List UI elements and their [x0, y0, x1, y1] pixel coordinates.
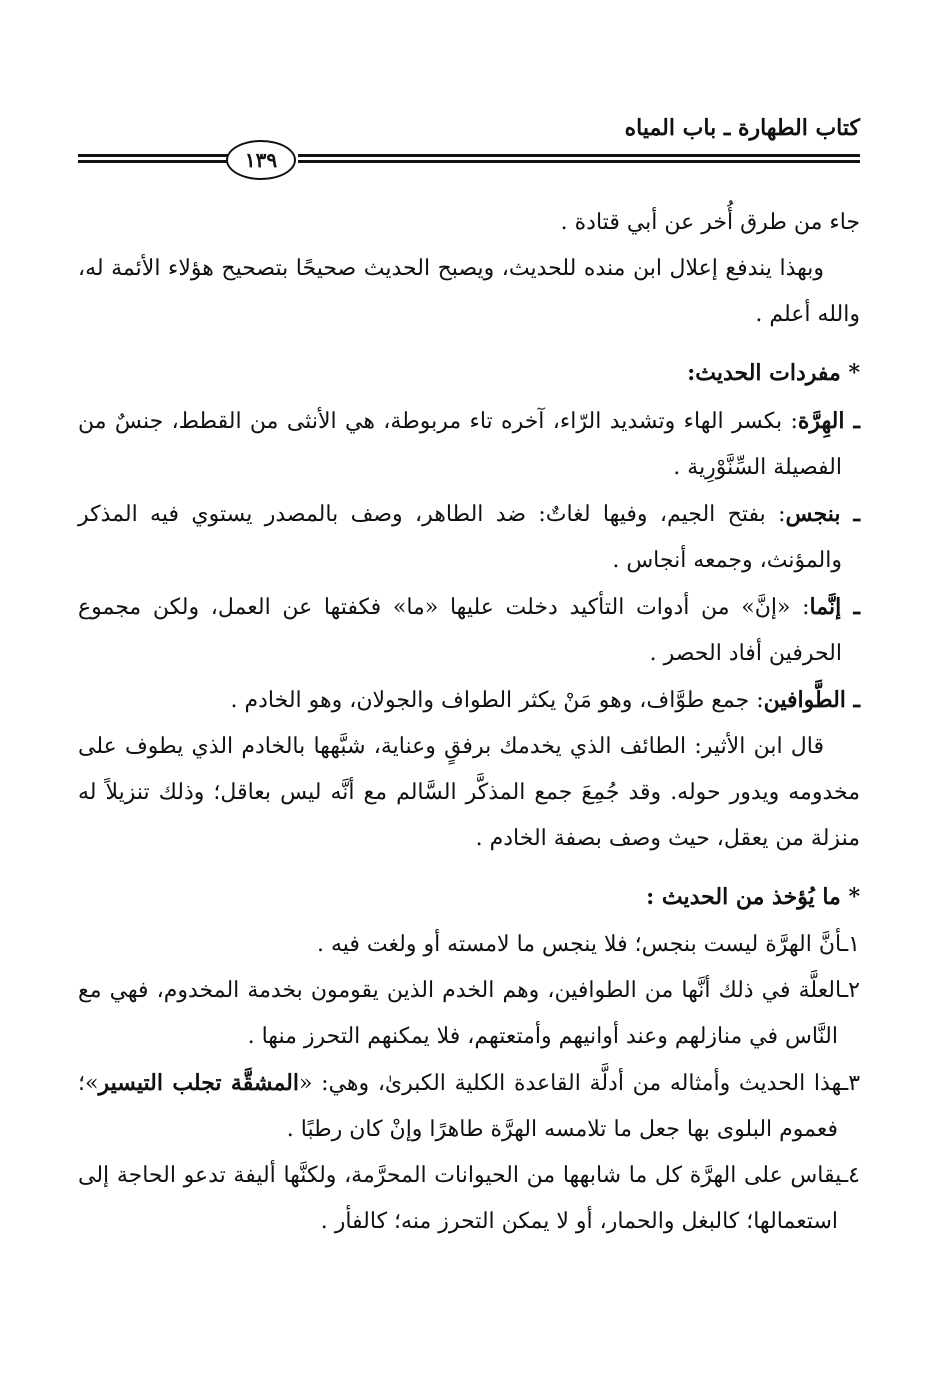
- vocab-term: ـ الهِرَّة: [797, 408, 860, 434]
- lesson-number: ٤ـ: [841, 1163, 860, 1188]
- vocab-item: [78, 677, 860, 724]
- page-body: [78, 200, 860, 1245]
- vocab-term: ـ بنجس: [785, 501, 861, 527]
- lesson-item: [78, 922, 860, 968]
- lesson-item: [78, 1153, 860, 1245]
- vocab-item: [78, 398, 860, 491]
- book-page: [78, 0, 860, 1377]
- intro-line: جاء من طرق أُخر عن أبي قتادة .: [560, 210, 860, 235]
- vocab-definition: : بفتح الجيم، وفيها لغاتٌ: ضد الطاهر، وصف بالمصدر يستوي فيه المذكر والمؤنث، وجمعه أنجاس .: [78, 502, 842, 573]
- double-rule-right: [298, 154, 860, 163]
- vocab-term: ـ الطَّوافين: [763, 687, 860, 713]
- ibn-athir-quote: قال ابن الأثير: الطائف الذي يخدمك برفقٍ وعناية، شبَّهها بالخادم الذي يطوف على مخدومه ويدور حوله. وقد جُمِعَ جمع المذكَّر السَّالم مع أنَّه ليس بعاقل؛ وذلك تنزيلاً له منزلة من يعقل، حيث وصف بصفة الخادم .: [78, 734, 860, 851]
- vocab-definition: : «إنَّ» من أدوات التأكيد دخلت عليها «ما» فكفتها عن العمل، ولكن مجموع الحرفين أفاد الحصر .: [78, 595, 842, 666]
- lesson-number: ١ـ: [841, 932, 860, 957]
- lesson-text: يقاس على الهرَّة كل ما شابهها من الحيوانات المحرَّمة، ولكنَّها أليفة تدعو الحاجة إلى استعمالها؛ كالبغل والحمار، أو لا يمكن التحرز منه؛ كالفأر .: [78, 1163, 842, 1234]
- lesson-item: [78, 968, 860, 1060]
- header-rule: [78, 140, 860, 180]
- vocab-item: [78, 584, 860, 677]
- lesson-number: ٣ـ: [841, 1071, 861, 1096]
- vocab-definition: : جمع طوَّاف، وهو مَنْ يكثر الطواف والجولان، وهو الخادم .: [230, 688, 764, 713]
- vocab-heading: * مفردات الحديث:: [687, 360, 860, 386]
- running-title: كتاب الطهارة ـ باب المياه: [624, 115, 860, 141]
- lesson-maxim: المشقَّة تجلب التيسير: [98, 1070, 299, 1096]
- vocab-item: [78, 491, 860, 584]
- lesson-text: العلَّة في ذلك أنَّها من الطوافين، وهم الخدم الذين يقومون بخدمة المخدوم، فهي مع النَّاس في منازلهم وعند أوانيهم وأمتعتهم، فلا يمكنهم التحرز منها .: [78, 978, 842, 1049]
- lesson-text-continued: »؛ فعموم البلوى بها جعل ما تلامسه الهرَّة طاهرًا وإنْ كان رطبًا .: [78, 1071, 838, 1142]
- lesson-number: ٢ـ: [841, 978, 860, 1003]
- lesson-item: [78, 1060, 860, 1153]
- page-number: ١٣٩: [226, 140, 296, 180]
- lesson-text: هذا الحديث وأمثاله من أدلَّة القاعدة الكلية الكبرىٰ، وهي: «: [298, 1071, 842, 1096]
- vocab-definition: : بكسر الهاء وتشديد الرّاء، آخره تاء مربوطة، هي الأنثى من القطط، جنسٌ من الفصيلة السِّنَّوْرِية .: [78, 409, 842, 480]
- intro-paragraph: وبهذا يندفع إعلال ابن منده للحديث، ويصبح الحديث صحيحًا بتصحيح هؤلاء الأئمة له، والله أعلم .: [78, 256, 860, 327]
- vocab-term: ـ إنَّما: [809, 594, 860, 620]
- lesson-text: أنَّ الهرَّة ليست بنجس؛ فلا ينجس ما لامسته أو ولغت فيه .: [316, 932, 842, 957]
- lessons-heading: * ما يُؤخذ من الحديث :: [646, 884, 860, 910]
